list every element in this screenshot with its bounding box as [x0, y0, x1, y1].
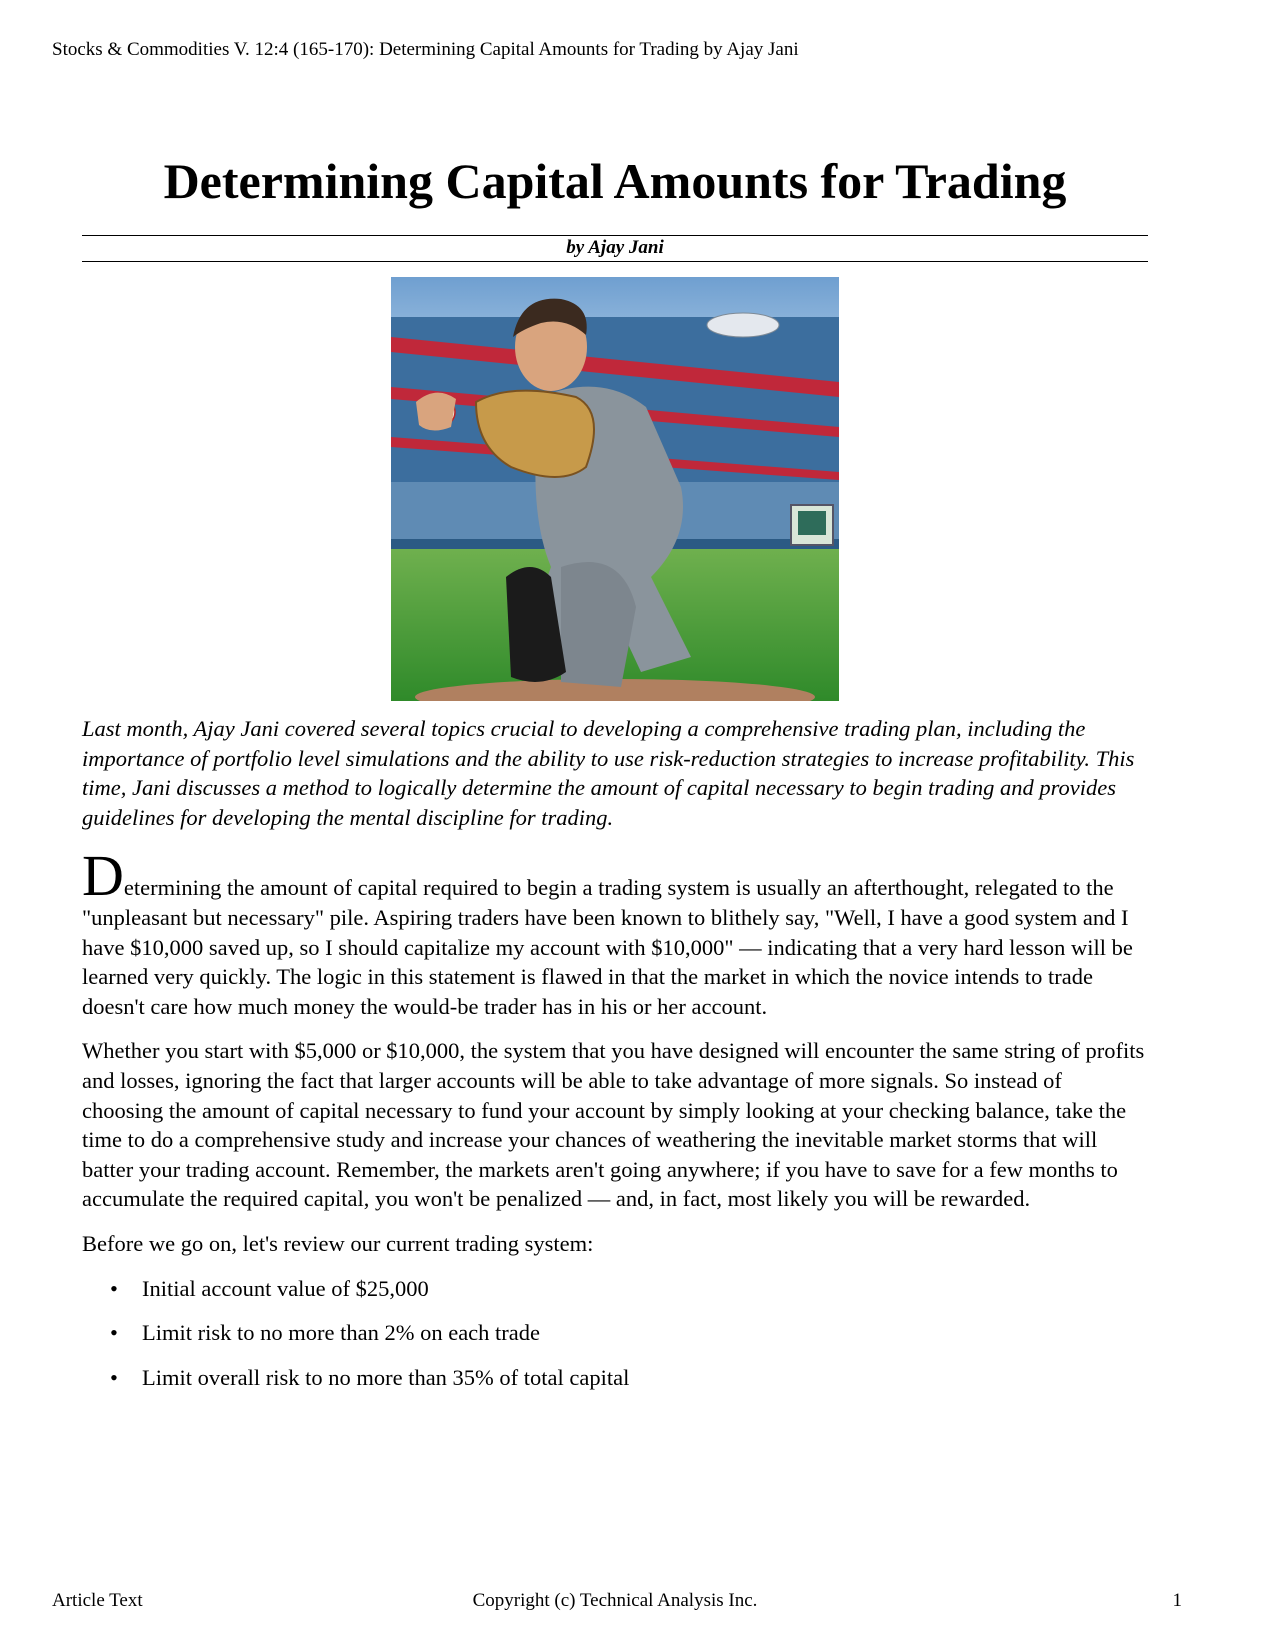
list-item	[82, 1363, 1148, 1393]
pitcher-hand	[416, 393, 456, 431]
trading-system-list	[82, 1274, 1148, 1393]
lead-paragraph-text: etermining the amount of capital required to begin a trading system is usually an afterthought, relegated to the "unpleasant but necessary" pile. Aspiring traders have been known to blithely say, "Well, I have a good system and I have $10,000 saved up, so I should capitalize my account with $10,000" — indicating that a very hard lesson will be learned very quickly. The logic in this statement is flawed in that the market in which the novice intends to trade doesn't care how much money the would-be trader has in his or her account.	[82, 875, 1133, 1019]
drop-cap: D	[82, 843, 124, 909]
article-title: Determining Capital Amounts for Trading	[163, 153, 1067, 209]
paragraph-2: Whether you start with $5,000 or $10,000, the system that you have designed will encounter the same string of profits and losses, ignoring the fact that larger accounts will be able to take advantage of more signals. So instead of choosing the amount of capital necessary to fund your account by simply looking at your checking balance, take the time to do a comprehensive study and increase your chances of weathering the inevitable market storms that will batter your trading account. Remember, the markets aren't going anywhere; if you have to save for a few months to accumulate the required capital, you won't be penalized — and, in fact, most likely you will be rewarded.	[82, 1038, 1145, 1212]
list-item-text: Initial account value of $25,000	[142, 1275, 429, 1301]
bullet-icon: •	[110, 1320, 118, 1346]
list-item	[82, 1318, 1148, 1348]
paragraph-3: Before we go on, let's review our current trading system:	[82, 1230, 594, 1256]
article-deck: Last month, Ajay Jani covered several topics crucial to developing a comprehensive trading plan, including the importance of portfolio level simulations and the ability to use risk-reduction strategies to increase profitability. This time, Jani discusses a method to logically determine the amount of capital necessary to begin trading and provides guidelines for developing the mental discipline for trading.	[82, 716, 1135, 830]
list-item	[82, 1274, 1148, 1304]
monitor-screen	[798, 511, 826, 535]
lead-paragraph	[82, 843, 1148, 1021]
footer-copyright: Copyright (c) Technical Analysis Inc.	[472, 1590, 758, 1611]
byline: by Ajay Jani	[566, 237, 664, 258]
list-item-text: Limit overall risk to no more than 35% of total capital	[142, 1364, 630, 1390]
bullet-icon: •	[110, 1275, 118, 1301]
article-body	[82, 714, 1148, 1407]
footer-page-number: 1	[1172, 1590, 1182, 1611]
pitcher-illustration	[391, 277, 839, 701]
running-header: Stocks & Commodities V. 12:4 (165-170): Determining Capital Amounts for Trading by Ajay Jani	[52, 39, 799, 60]
byline-rule-bottom	[82, 261, 1148, 262]
byline-rule-top	[82, 235, 1148, 236]
list-item-text: Limit risk to no more than 2% on each trade	[142, 1320, 541, 1346]
bullet-icon: •	[110, 1364, 118, 1390]
article-illustration	[391, 277, 839, 701]
blimp	[707, 313, 779, 337]
footer-section-label: Article Text	[52, 1590, 143, 1611]
